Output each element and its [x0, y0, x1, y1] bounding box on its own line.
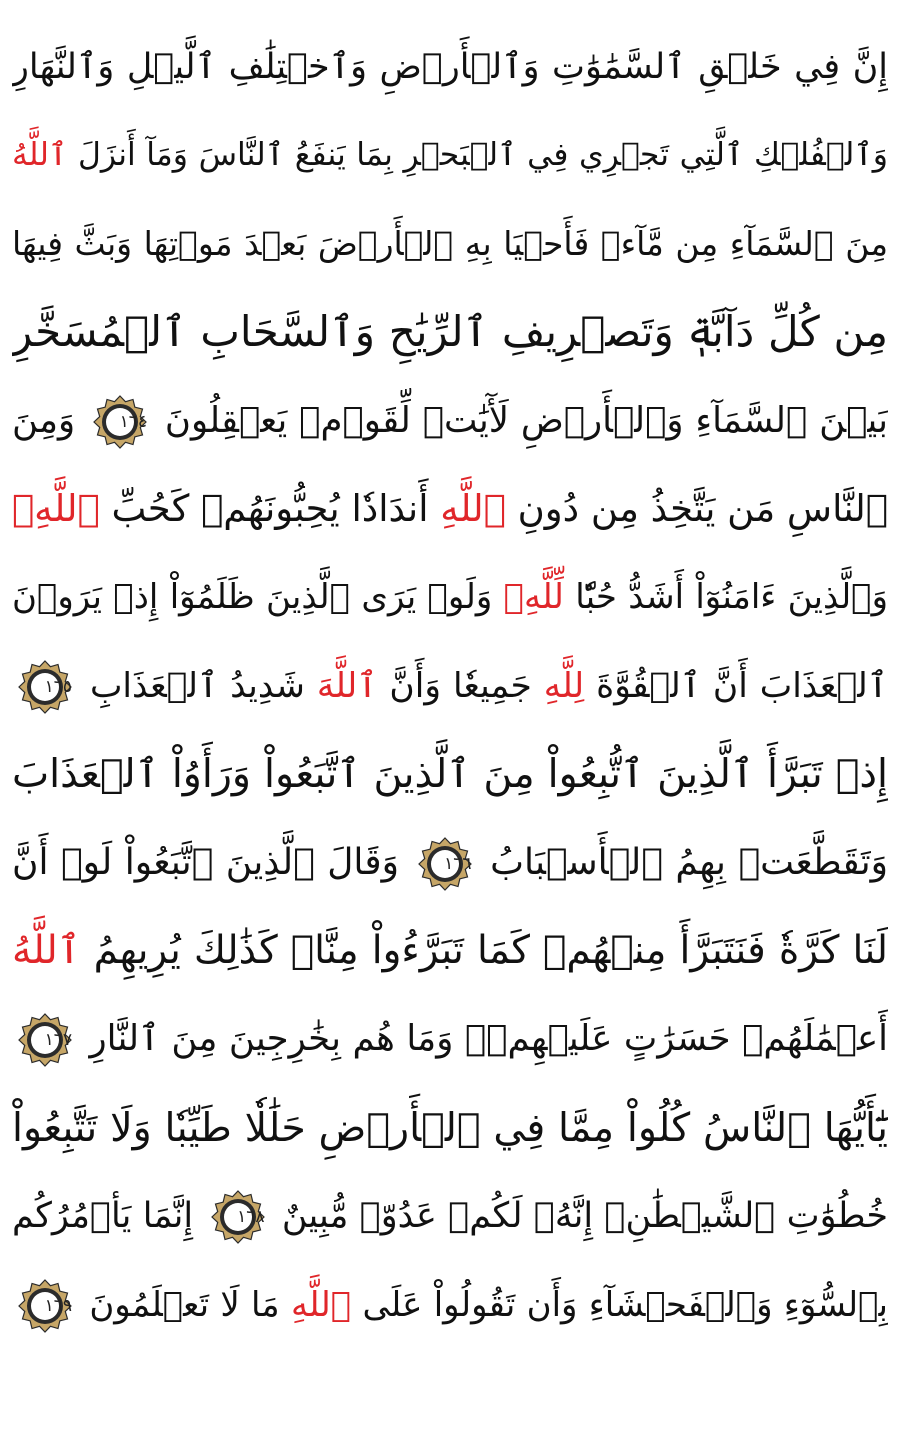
divine-name: ٱللَّهُ [12, 928, 81, 973]
verse-text: إِنَّ فِي خَلۡقِ ٱلسَّمَٰوَٰتِ وَٱلۡأَرۡضِ وَٱخۡتِلَٰفِ ٱلَّيۡلِ وَٱلنَّهَارِ [12, 47, 888, 87]
ayah-number: ١٦٩ [44, 1296, 72, 1317]
verse-text: مَا لَا تَعۡلَمُونَ [78, 1284, 291, 1325]
verse-text: يَٰٓأَيُّهَا ٱلنَّاسُ كُلُواْ مِمَّا فِي ٱلۡأَرۡضِ حَلَٰلٗا طَيِّبٗا وَلَا تَتَّبِعُواْ [12, 1104, 888, 1151]
verse-text: ٱلۡعَذَابَ أَنَّ ٱلۡقُوَّةَ [584, 665, 888, 706]
ayah-marker-icon [211, 1190, 265, 1244]
ayah-marker-icon [418, 837, 472, 891]
verse-text: وَقَالَ ٱلَّذِينَ ٱتَّبَعُواْ لَوۡ أَنَّ [12, 841, 412, 883]
verse-text: بِٱلسُّوٓءِ وَٱلۡفَحۡشَآءِ وَأَن تَقُولُواْ عَلَى [351, 1284, 888, 1325]
verse-text: وَتَقَطَّعَتۡ بِهِمُ ٱلۡأَسۡبَابُ [477, 841, 888, 883]
verse-text: شَدِيدُ ٱلۡعَذَابِ [78, 665, 317, 706]
quran-line [12, 818, 888, 908]
quran-line [12, 376, 888, 466]
verse-text: وَٱلۡفُلۡكِ ٱلَّتِي تَجۡرِي فِي ٱلۡبَحۡرِ بِمَا يَنفَعُ ٱلنَّاسَ وَمَآ أَنزَلَ [67, 137, 888, 174]
verse-text: بَيۡنَ ٱلسَّمَآءِ وَٱلۡأَرۡضِ لَأٓيَٰتٖ لِّقَوۡمٖ يَعۡقِلُونَ [153, 399, 888, 441]
quran-line [12, 552, 888, 642]
verse-text: إِذۡ تَبَرَّأَ ٱلَّذِينَ ٱتُّبِعُواْ مِنَ ٱلَّذِينَ ٱتَّبَعُواْ وَرَأَوُاْ ٱلۡعَذَابَ [12, 751, 888, 798]
quran-line [12, 199, 888, 289]
verse-text: إِنَّمَا يَأۡمُرُكُم [12, 1196, 205, 1237]
divine-name: ٱللَّهُ [12, 137, 68, 174]
quran-line [12, 729, 888, 819]
divine-name: ٱللَّهِۖ [12, 487, 100, 530]
divine-name: لِّلَّهِۗ [503, 577, 564, 618]
quran-line [12, 1083, 888, 1173]
verse-text: جَمِيعٗا وَأَنَّ [377, 665, 544, 706]
divine-name: ٱللَّهَ [316, 665, 378, 706]
quran-line [12, 1260, 888, 1350]
ayah-number: ١٦٥ [44, 677, 72, 698]
ayah-number: ١٦٨ [237, 1207, 265, 1228]
verse-text: وَمِنَ [12, 399, 88, 441]
quran-line [12, 1171, 888, 1261]
verse-text: وَلَوۡ يَرَى ٱلَّذِينَ ظَلَمُوٓاْ إِذۡ يَرَوۡنَ [12, 577, 504, 618]
verse-text: وَٱلَّذِينَ ءَامَنُوٓاْ أَشَدُّ حُبّٗا [563, 577, 888, 618]
divine-name: ٱللَّهِ [440, 487, 506, 530]
divine-name: ٱللَّهِ [290, 1284, 352, 1325]
quran-line [12, 641, 888, 731]
ayah-number: ١٦٧ [44, 1030, 72, 1051]
verse-text: أَعۡمَٰلَهُمۡ حَسَرَٰتٍ عَلَيۡهِمۡۖ وَمَا هُم بِخَٰرِجِينَ مِنَ ٱلنَّارِ [78, 1018, 888, 1060]
verse-text: خُطُوَٰتِ ٱلشَّيۡطَٰنِۚ إِنَّهُۥ لَكُمۡ عَدُوّٞ مُّبِينٌ [270, 1196, 888, 1237]
ayah-marker-icon [18, 660, 72, 714]
ayah-number: ١٦٦ [444, 853, 472, 874]
verse-text: مِن كُلِّ دَآبَّةٖ وَتَصۡرِيفِ ٱلرِّيَٰحِ وَٱلسَّحَابِ ٱلۡمُسَخَّرِ [12, 307, 888, 357]
verse-text: ٱلنَّاسِ مَن يَتَّخِذُ مِن دُونِ [505, 487, 888, 530]
ayah-marker-icon [93, 395, 147, 449]
quran-line [12, 994, 888, 1084]
ayah-number: ١٦٤ [119, 411, 148, 432]
ayah-marker-icon [18, 1279, 72, 1333]
quran-line [12, 110, 888, 200]
ayah-marker-icon [18, 1013, 72, 1067]
quran-line [12, 464, 888, 554]
verse-text: مِنَ ٱلسَّمَآءِ مِن مَّآءٖ فَأَحۡيَا بِهِ ٱلۡأَرۡضَ بَعۡدَ مَوۡتِهَا وَبَثَّ فِيهَا [12, 223, 888, 263]
quran-line [12, 22, 888, 112]
divine-name: لِلَّهِ [543, 665, 585, 706]
verse-text: لَنَا كَرَّةٗ فَنَتَبَرَّأَ مِنۡهُمۡ كَمَا تَبَرَّءُواْ مِنَّاۗ كَذَٰلِكَ يُرِيهِمُ [80, 928, 888, 973]
quran-line [12, 287, 888, 377]
verse-text: أَندَادٗا يُحِبُّونَهُمۡ كَحُبِّ [99, 487, 441, 530]
quran-line [12, 906, 888, 996]
